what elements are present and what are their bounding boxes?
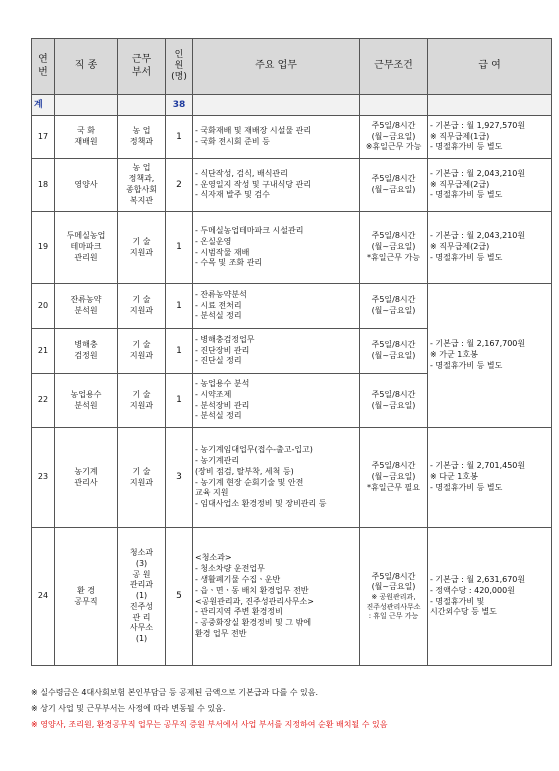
line: (월~금요일) bbox=[371, 582, 416, 592]
line: - 두메실농업테마파크 시설관리 bbox=[195, 225, 304, 235]
line: - 농기계 현장 순회기술 및 안전 bbox=[195, 477, 304, 487]
line: - 국화 전시회 준비 등 bbox=[195, 137, 270, 146]
line: (월~금요일) bbox=[371, 185, 416, 194]
row-pay bbox=[428, 428, 552, 528]
line: - 운영일지 작성 및 구내식당 관리 bbox=[195, 179, 312, 189]
total-blank bbox=[360, 95, 428, 116]
row-job: 두메실농업 테마파크 관리원 bbox=[55, 212, 118, 284]
line: - 온실운영 bbox=[195, 236, 232, 246]
header-duties: 주요 업무 bbox=[193, 39, 360, 95]
table-row bbox=[32, 159, 552, 212]
header-pay: 급 여 bbox=[428, 39, 552, 95]
line: - 수목 및 조화 관리 bbox=[195, 258, 263, 268]
row-dept: 기 술 지원과 bbox=[118, 284, 166, 329]
table-row bbox=[32, 116, 552, 159]
row-job: 환 경 공무직 bbox=[55, 528, 118, 666]
row-duties bbox=[193, 116, 360, 159]
row-cond bbox=[360, 116, 428, 159]
line: 주5일/8시간 bbox=[371, 340, 416, 350]
line: - 관리지역 주변 환경정비 bbox=[195, 607, 283, 617]
row-count: 2 bbox=[166, 159, 193, 212]
line: - 정액수당 : 420,000원 bbox=[430, 585, 515, 595]
line: - 진단실 정리 bbox=[195, 356, 242, 366]
row-dept: 기 술 지원과 bbox=[118, 212, 166, 284]
line: - 분석장비 관리 bbox=[195, 400, 250, 410]
line: - 기본급 : 월 2,631,670원 bbox=[430, 574, 526, 584]
total-blank bbox=[118, 95, 166, 116]
row-duties bbox=[193, 284, 360, 329]
line: <공원관리과, 진주성관리사무소> bbox=[195, 596, 314, 606]
header-cond: 근무조건 bbox=[360, 39, 428, 95]
row-count: 5 bbox=[166, 528, 193, 666]
total-blank bbox=[193, 95, 360, 116]
line: - 명절휴가비 등 별도 bbox=[430, 482, 503, 492]
line: - 잔류농약분석 bbox=[195, 289, 247, 299]
note-dept-change: ※ 상기 사업 및 근무부서는 사정에 따라 변동될 수 있음. bbox=[31, 704, 226, 713]
total-row bbox=[32, 95, 552, 116]
row-duties bbox=[193, 212, 360, 284]
line: 교육 지원 bbox=[195, 488, 229, 498]
row-job: 영양사 bbox=[55, 159, 118, 212]
note-rotation: ※ 영양사, 조리원, 환경공무직 업무는 공무직 증원 부서에서 사업 부서를 지정하여 순환 배치될 수 있음 bbox=[31, 720, 388, 729]
line: ※ 직무급제(2급) bbox=[430, 179, 490, 189]
row-pay bbox=[428, 116, 552, 159]
row-cond bbox=[360, 284, 428, 329]
row-duties bbox=[193, 528, 360, 666]
line: - 농기계관리 bbox=[195, 455, 240, 465]
line: : 휴일 근무 가능 bbox=[368, 612, 419, 621]
line: 주5일/8시간 bbox=[371, 461, 416, 471]
line: - 국화재배 및 재배장 시설물 관리 bbox=[195, 126, 312, 136]
line: ※ 공원관리과, bbox=[371, 593, 416, 602]
line: - 진단장비 관리 bbox=[195, 345, 250, 355]
total-label: 계 bbox=[32, 95, 55, 116]
line: (월~금요일) bbox=[371, 472, 416, 482]
line: 주5일/8시간 bbox=[371, 295, 416, 305]
note-deduction: ※ 실수령금은 4대사회보험 본인부담금 등 공제된 금액으로 기본급과 다를 수 있음. bbox=[31, 688, 319, 697]
table-row bbox=[32, 528, 552, 666]
line: <청소과> bbox=[195, 553, 232, 563]
row-no: 23 bbox=[32, 428, 55, 528]
line: - 농기계임대업무(접수-출고-입고) bbox=[195, 445, 313, 455]
line: - 기본급 : 월 2,167,700원 bbox=[430, 339, 526, 349]
header-dept: 근무 부서 bbox=[118, 39, 166, 95]
line: ※ 직무급제(2급) bbox=[430, 242, 490, 252]
row-job: 잔류농약 분석원 bbox=[55, 284, 118, 329]
row-pay bbox=[428, 159, 552, 212]
row-duties bbox=[193, 329, 360, 374]
total-blank bbox=[428, 95, 552, 116]
row-job: 농기계 관리사 bbox=[55, 428, 118, 528]
line: - 시범작물 재배 bbox=[195, 247, 250, 257]
total-blank bbox=[55, 95, 118, 116]
row-count: 1 bbox=[166, 374, 193, 428]
line: - 임대사업소 환경정비 및 장비관리 등 bbox=[195, 499, 327, 509]
row-no: 21 bbox=[32, 329, 55, 374]
table-row bbox=[32, 428, 552, 528]
line: - 공중화장실 환경정비 및 그 밖에 bbox=[195, 618, 312, 628]
row-count: 3 bbox=[166, 428, 193, 528]
row-count: 1 bbox=[166, 329, 193, 374]
row-job: 국 화 재배원 bbox=[55, 116, 118, 159]
row-count: 1 bbox=[166, 284, 193, 329]
line: - 병해충검정업무 bbox=[195, 334, 255, 344]
line: - 명절휴가비 등 별도 bbox=[430, 190, 503, 200]
row-no: 18 bbox=[32, 159, 55, 212]
line: ※ 다군 1호봉 bbox=[430, 472, 478, 482]
table-row bbox=[32, 284, 552, 329]
row-cond bbox=[360, 329, 428, 374]
total-count: 38 bbox=[166, 95, 193, 116]
line: - 기본급 : 월 2,043,210원 bbox=[430, 168, 526, 178]
row-cond bbox=[360, 528, 428, 666]
row-dept: 기 술 지원과 bbox=[118, 329, 166, 374]
row-job: 농업용수 분석원 bbox=[55, 374, 118, 428]
line: ※ 직무급제(1급) bbox=[430, 131, 490, 141]
line: - 분석실 정리 bbox=[195, 311, 242, 321]
line: - 청소차량 운전업무 bbox=[195, 564, 265, 574]
row-job: 병해충 검정원 bbox=[55, 329, 118, 374]
line: 주5일/8시간 bbox=[371, 120, 416, 130]
row-duties bbox=[193, 159, 360, 212]
row-duties bbox=[193, 428, 360, 528]
row-cond bbox=[360, 374, 428, 428]
header-job: 직 종 bbox=[55, 39, 118, 95]
row-no: 24 bbox=[32, 528, 55, 666]
line: 진주성관리사무소 bbox=[366, 602, 421, 611]
row-cond bbox=[360, 428, 428, 528]
line: 주5일/8시간 bbox=[371, 231, 416, 241]
line: 환경 업무 전반 bbox=[195, 628, 247, 638]
line: - 분석실 정리 bbox=[195, 411, 242, 421]
row-dept: 농 업 정책과 bbox=[118, 116, 166, 159]
row-cond bbox=[360, 212, 428, 284]
row-dept: 농 업 정책과, 종합사회 복지관 bbox=[118, 159, 166, 212]
line: - 기본급 : 월 2,043,210원 bbox=[430, 231, 526, 241]
row-dept: 기 술 지원과 bbox=[118, 374, 166, 428]
line: - 기본급 : 월 1,927,570원 bbox=[430, 120, 526, 130]
line: - 시약조제 bbox=[195, 389, 232, 399]
row-duties bbox=[193, 374, 360, 428]
row-no: 17 bbox=[32, 116, 55, 159]
row-no: 22 bbox=[32, 374, 55, 428]
row-dept: 기 술 지원과 bbox=[118, 428, 166, 528]
line: *휴일근무 필요 bbox=[367, 482, 420, 492]
notes bbox=[31, 685, 551, 733]
line: (월~금요일) bbox=[371, 306, 416, 315]
line: 주5일/8시간 bbox=[371, 174, 416, 184]
line: (월~금요일) bbox=[371, 400, 416, 410]
line: - 명절휴가비 등 별도 bbox=[430, 142, 503, 152]
line: 주5일/8시간 bbox=[371, 571, 416, 581]
line: - 농업용수 분석 bbox=[195, 378, 250, 388]
line: - 생활폐기물 수집ㆍ운반 bbox=[195, 574, 281, 584]
line: (장비 점검, 탈부착, 세척 등) bbox=[195, 466, 294, 476]
line: (월~금요일) bbox=[371, 131, 416, 141]
line: ※ 가군 1호봉 bbox=[430, 350, 478, 360]
row-pay bbox=[428, 212, 552, 284]
table-row bbox=[32, 212, 552, 284]
line: 주5일/8시간 bbox=[371, 389, 416, 399]
row-cond bbox=[360, 159, 428, 212]
row-no: 19 bbox=[32, 212, 55, 284]
recruit-table bbox=[31, 38, 552, 666]
row-pay-merged bbox=[428, 284, 552, 428]
row-no: 20 bbox=[32, 284, 55, 329]
line: (월~금요일) bbox=[371, 351, 416, 360]
line: - 명절휴가비 등 별도 bbox=[430, 252, 503, 262]
line: - 명절휴가비 및 bbox=[430, 596, 485, 606]
row-pay bbox=[428, 528, 552, 666]
line: - 시료 전처리 bbox=[195, 300, 242, 310]
line: *휴일근무 가능 bbox=[367, 252, 420, 262]
line: - 식자재 발주 및 검수 bbox=[195, 190, 270, 200]
header-row bbox=[32, 39, 552, 95]
row-count: 1 bbox=[166, 116, 193, 159]
line: (월~금요일) bbox=[371, 242, 416, 252]
line: - 읍ㆍ면ㆍ동 배치 환경업무 전반 bbox=[195, 585, 309, 595]
line: - 기본급 : 월 2,701,450원 bbox=[430, 461, 526, 471]
row-count: 1 bbox=[166, 212, 193, 284]
line: 시간외수당 등 별도 bbox=[430, 607, 497, 617]
line: ※휴일근무 가능 bbox=[365, 142, 422, 152]
header-no: 연 번 bbox=[32, 39, 55, 95]
line: - 명절휴가비 등 별도 bbox=[430, 360, 503, 370]
row-dept: 청소과 (3) 공 원 관리과 (1) 진주성 관 리 사무소 (1) bbox=[118, 528, 166, 666]
line: - 식단작성, 검식, 배식관리 bbox=[195, 168, 288, 178]
header-count: 인 원 (명) bbox=[166, 39, 193, 95]
